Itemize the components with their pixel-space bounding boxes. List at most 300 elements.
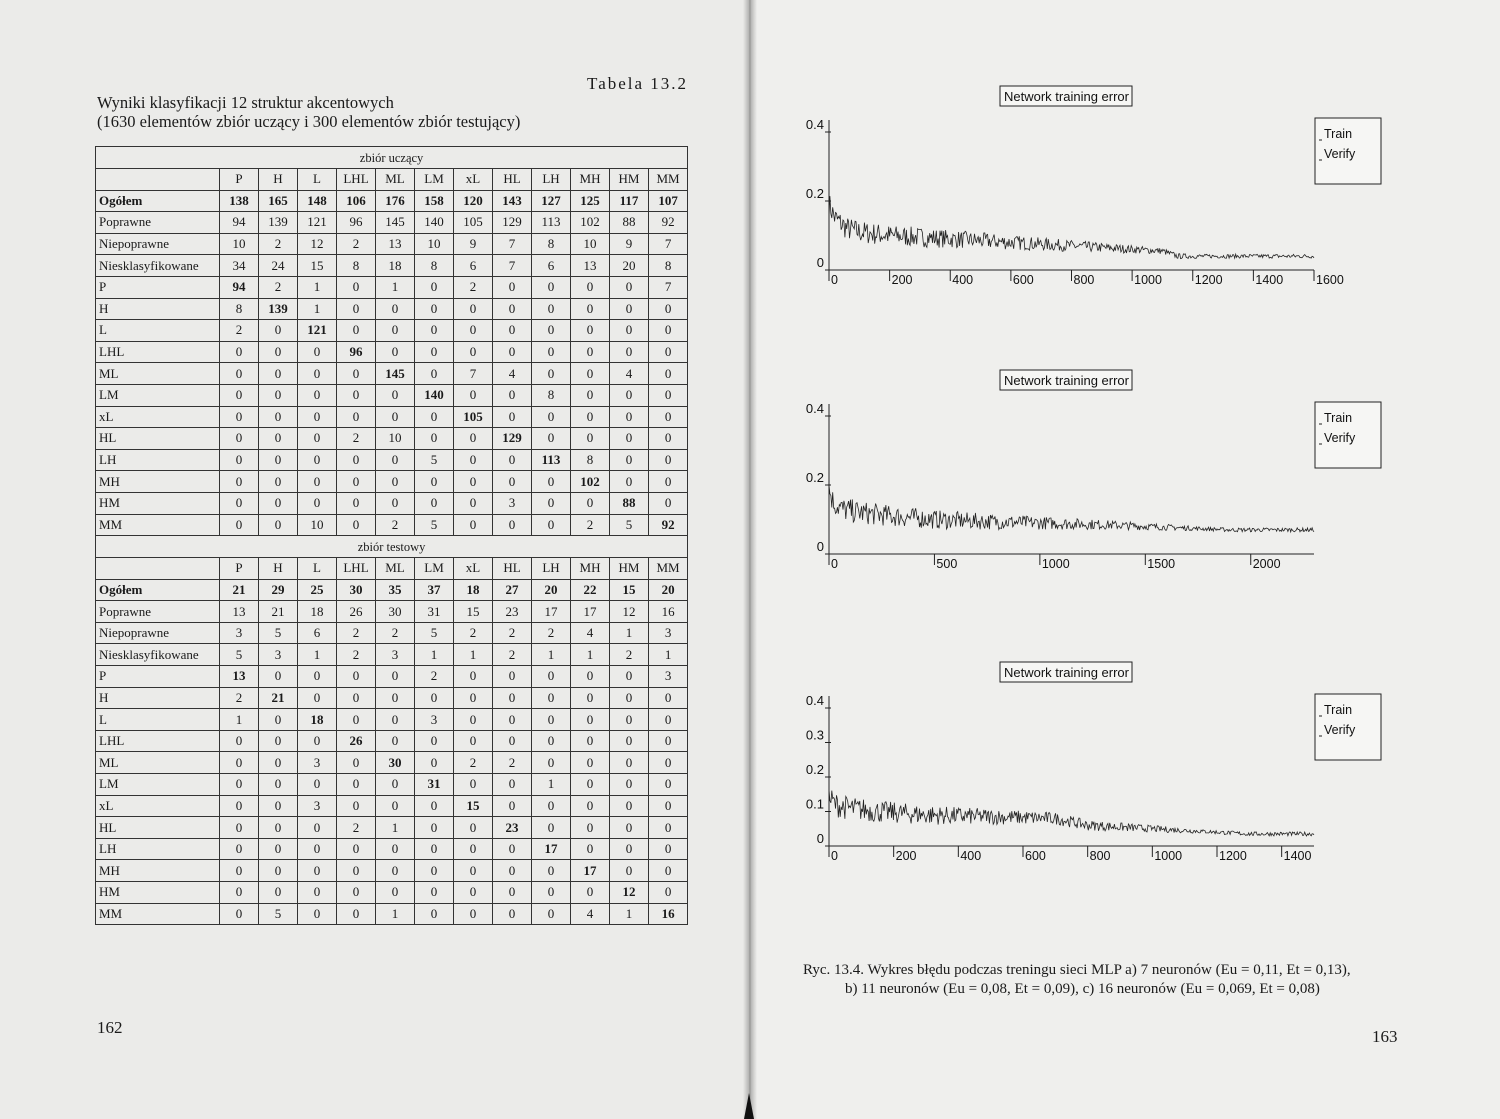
x-tick-label: 2000 [1252, 557, 1281, 571]
table-row [96, 666, 688, 688]
table-cell: 7 [649, 233, 688, 255]
table-cell: 0 [532, 709, 571, 731]
table-cell: 0 [376, 298, 415, 320]
table-cell: 0 [298, 471, 337, 493]
table-cell: 0 [337, 860, 376, 882]
row-label: MM [96, 903, 220, 925]
row-label: LHL [96, 730, 220, 752]
x-tick-label: 1400 [1283, 849, 1312, 863]
table-cell: 0 [454, 514, 493, 536]
table-cell: 0 [337, 882, 376, 904]
table-cell: 10 [298, 514, 337, 536]
table-cell: 0 [571, 320, 610, 342]
table-cell: 0 [493, 838, 532, 860]
table-cell: 2 [259, 233, 298, 255]
table-cell: 0 [415, 795, 454, 817]
table-cell: 0 [376, 882, 415, 904]
table-cell: 1 [454, 644, 493, 666]
table-cell: 0 [298, 774, 337, 796]
table-cell: 120 [454, 190, 493, 212]
table-cell: 0 [415, 298, 454, 320]
table-cell: 20 [649, 579, 688, 601]
table-row [96, 579, 688, 601]
table-row [96, 882, 688, 904]
training-error-chart-a [806, 80, 1366, 295]
table-cell: 2 [376, 622, 415, 644]
table-cell: 0 [415, 687, 454, 709]
table-cell: 13 [220, 666, 259, 688]
table-cell: 0 [415, 341, 454, 363]
table-cell: 5 [610, 514, 649, 536]
legend-entry-train: Train [1324, 703, 1353, 717]
table-cell: 17 [571, 860, 610, 882]
page-number-right: 163 [1372, 1027, 1398, 1046]
table-cell: 2 [337, 817, 376, 839]
table-cell: 21 [259, 601, 298, 623]
table-cell: 21 [259, 687, 298, 709]
table-cell: 0 [259, 449, 298, 471]
table-cell: 0 [610, 320, 649, 342]
table-cell: 0 [649, 882, 688, 904]
header-empty-cell [96, 558, 220, 580]
table-cell: 0 [571, 428, 610, 450]
table-cell: 0 [649, 384, 688, 406]
column-header: ML [376, 169, 415, 191]
x-tick-label: 1200 [1194, 273, 1223, 287]
table-cell: 129 [493, 428, 532, 450]
table-cell: 0 [454, 709, 493, 731]
table-cell: 8 [571, 449, 610, 471]
x-tick-label: 0 [831, 557, 838, 571]
table-cell: 1 [571, 644, 610, 666]
x-tick-label: 1500 [1147, 557, 1176, 571]
table-cell: 0 [220, 860, 259, 882]
table-cell: 0 [571, 276, 610, 298]
table-cell: 127 [532, 190, 571, 212]
table-cell: 0 [532, 817, 571, 839]
table-row [96, 320, 688, 342]
table-cell: 31 [415, 601, 454, 623]
table-cell: 0 [532, 341, 571, 363]
table-cell: 0 [610, 838, 649, 860]
table-cell: 0 [220, 492, 259, 514]
table-row [96, 428, 688, 450]
table-cell: 0 [220, 838, 259, 860]
table-cell: 5 [415, 449, 454, 471]
row-label: xL [96, 795, 220, 817]
table-cell: 107 [649, 190, 688, 212]
table-cell: 0 [298, 363, 337, 385]
table-cell: 2 [337, 233, 376, 255]
table-cell: 145 [376, 363, 415, 385]
row-label: HL [96, 817, 220, 839]
column-header: HL [493, 558, 532, 580]
table-cell: 0 [571, 709, 610, 731]
table-cell: 117 [610, 190, 649, 212]
table-cell: 0 [220, 795, 259, 817]
table-cell: 0 [376, 687, 415, 709]
row-label: LHL [96, 341, 220, 363]
table-cell: 2 [610, 644, 649, 666]
table-cell: 2 [220, 320, 259, 342]
table-cell: 0 [610, 774, 649, 796]
table-cell: 0 [415, 838, 454, 860]
row-label: H [96, 687, 220, 709]
legend-entry-verify: Verify [1324, 723, 1356, 737]
column-header: xL [454, 169, 493, 191]
chart-legend [1315, 118, 1381, 184]
table-cell: 9 [454, 233, 493, 255]
table-cell: 0 [220, 363, 259, 385]
table-cell: 0 [571, 730, 610, 752]
table-cell: 0 [220, 730, 259, 752]
table-cell: 0 [493, 709, 532, 731]
table-cell: 0 [259, 795, 298, 817]
row-label: L [96, 709, 220, 731]
table-cell: 0 [610, 276, 649, 298]
table-cell: 6 [532, 255, 571, 277]
y-tick-label: 0 [816, 255, 824, 270]
table-cell: 158 [415, 190, 454, 212]
table-cell: 102 [571, 471, 610, 493]
table-cell: 0 [493, 341, 532, 363]
table-cell: 18 [454, 579, 493, 601]
table-cell: 12 [610, 601, 649, 623]
row-label: Ogółem [96, 579, 220, 601]
table-cell: 0 [532, 903, 571, 925]
table-cell: 34 [220, 255, 259, 277]
table-row [96, 838, 688, 860]
figure-caption-line-1: Ryc. 13.4. Wykres błędu podczas treningu sieci MLP a) 7 neuronów (Eu = 0,11, Et = 0,13), [803, 962, 1351, 978]
x-tick-label: 1000 [1041, 557, 1070, 571]
table-cell: 2 [376, 514, 415, 536]
table-cell: 0 [337, 666, 376, 688]
table-cell: 0 [337, 320, 376, 342]
table-cell: 30 [376, 601, 415, 623]
x-tick-label: 800 [1089, 849, 1111, 863]
row-label: Poprawne [96, 601, 220, 623]
table-cell: 37 [415, 579, 454, 601]
table-cell: 0 [610, 298, 649, 320]
table-row [96, 384, 688, 406]
table-cell: 113 [532, 449, 571, 471]
table-cell: 5 [259, 903, 298, 925]
table-cell: 0 [415, 752, 454, 774]
x-tick-label: 1200 [1219, 849, 1247, 863]
table-cell: 96 [337, 212, 376, 234]
chart-title-box [1000, 370, 1132, 390]
table-row [96, 341, 688, 363]
row-label: ML [96, 363, 220, 385]
column-header: LM [415, 169, 454, 191]
table-cell: 0 [259, 730, 298, 752]
table-cell: 0 [571, 795, 610, 817]
table-cell: 0 [415, 730, 454, 752]
legend-entry-verify: Verify [1324, 147, 1356, 161]
table-cell: 0 [454, 730, 493, 752]
table-cell: 0 [532, 363, 571, 385]
table-cell: 0 [454, 903, 493, 925]
table-cell: 0 [571, 363, 610, 385]
table-cell: 0 [376, 492, 415, 514]
column-header: LM [415, 558, 454, 580]
column-header: xL [454, 558, 493, 580]
table-cell: 0 [454, 449, 493, 471]
column-header: HM [610, 558, 649, 580]
table-cell: 0 [298, 492, 337, 514]
table-row [96, 449, 688, 471]
table-cell: 0 [259, 774, 298, 796]
table-cell: 1 [376, 276, 415, 298]
table-cell: 0 [493, 860, 532, 882]
table-cell: 5 [415, 622, 454, 644]
row-label: Niesklasyfikowane [96, 644, 220, 666]
table-row [96, 212, 688, 234]
table-cell: 1 [298, 276, 337, 298]
table-cell: 20 [532, 579, 571, 601]
table-cell: 1 [298, 644, 337, 666]
table-cell: 8 [532, 384, 571, 406]
table-cell: 0 [649, 774, 688, 796]
row-label: P [96, 276, 220, 298]
table-cell: 0 [220, 471, 259, 493]
series-line-train [829, 196, 1314, 259]
table-cell: 139 [259, 212, 298, 234]
table-row [96, 255, 688, 277]
table-cell: 0 [337, 384, 376, 406]
table-cell: 0 [649, 298, 688, 320]
table-cell: 9 [610, 233, 649, 255]
table-cell: 0 [376, 320, 415, 342]
table-cell: 12 [298, 233, 337, 255]
table-cell: 0 [259, 882, 298, 904]
table-cell: 0 [220, 514, 259, 536]
table-cell: 0 [610, 428, 649, 450]
table-cell: 5 [220, 644, 259, 666]
table-cell: 0 [376, 730, 415, 752]
table-cell: 0 [337, 363, 376, 385]
table-row [96, 622, 688, 644]
chart-legend [1315, 402, 1381, 468]
page-number-left: 162 [97, 1018, 123, 1037]
table-cell: 0 [610, 795, 649, 817]
table-cell: 8 [337, 255, 376, 277]
table-cell: 2 [493, 644, 532, 666]
table-cell: 0 [571, 882, 610, 904]
table-cell: 0 [259, 320, 298, 342]
legend-entry-train: Train [1324, 411, 1353, 425]
table-cell: 0 [337, 903, 376, 925]
table-cell: 1 [610, 903, 649, 925]
table-caption [97, 93, 520, 131]
y-tick-label: 0.2 [805, 470, 824, 485]
row-label: LH [96, 838, 220, 860]
table-cell: 1 [532, 774, 571, 796]
table-cell: 0 [337, 687, 376, 709]
table-cell: 21 [220, 579, 259, 601]
table-cell: 30 [337, 579, 376, 601]
table-row [96, 190, 688, 212]
table-cell: 3 [415, 709, 454, 731]
table-cell: 0 [532, 298, 571, 320]
training-error-chart-c-svg [806, 656, 1366, 871]
table-caption-line-2: (1630 elementów zbiór uczący i 300 elementów zbiór testujący) [97, 112, 521, 131]
column-header: P [220, 169, 259, 191]
table-cell: 129 [493, 212, 532, 234]
row-label: Niepoprawne [96, 233, 220, 255]
table-cell: 0 [337, 492, 376, 514]
y-tick-label: 0.4 [805, 693, 824, 708]
table-cell: 0 [376, 341, 415, 363]
table-cell: 30 [376, 752, 415, 774]
table-cell: 0 [415, 903, 454, 925]
table-cell: 8 [649, 255, 688, 277]
figure-caption [803, 961, 1403, 999]
table-cell: 0 [220, 449, 259, 471]
section-title: zbiór uczący [96, 147, 688, 169]
column-header: P [220, 558, 259, 580]
table-cell: 13 [220, 601, 259, 623]
table-cell: 140 [415, 384, 454, 406]
training-error-chart-b-svg [806, 364, 1366, 579]
table-cell: 0 [259, 838, 298, 860]
table-cell: 0 [415, 882, 454, 904]
table-cell: 0 [493, 666, 532, 688]
table-cell: 0 [259, 471, 298, 493]
table-cell: 0 [610, 817, 649, 839]
table-cell: 0 [649, 406, 688, 428]
row-label: P [96, 666, 220, 688]
table-cell: 2 [532, 622, 571, 644]
table-cell: 0 [610, 709, 649, 731]
table-cell: 0 [532, 795, 571, 817]
chart-title: Network training error [1004, 373, 1129, 388]
x-tick-label: 1400 [1255, 273, 1284, 287]
section-title: zbiór testowy [96, 536, 688, 558]
table-cell: 0 [649, 428, 688, 450]
table-cell: 148 [298, 190, 337, 212]
table-cell: 0 [376, 406, 415, 428]
table-cell: 121 [298, 320, 337, 342]
table-cell: 0 [610, 752, 649, 774]
classification-table [95, 146, 688, 925]
table-cell: 0 [649, 320, 688, 342]
chart-title: Network training error [1004, 89, 1129, 104]
table-cell: 0 [532, 687, 571, 709]
table-cell: 23 [493, 601, 532, 623]
table-cell: 2 [493, 752, 532, 774]
table-row [96, 709, 688, 731]
table-cell: 0 [571, 298, 610, 320]
table-cell: 0 [571, 384, 610, 406]
table-cell: 17 [532, 838, 571, 860]
book-gutter [743, 0, 757, 1119]
table-cell: 0 [259, 514, 298, 536]
table-cell: 0 [220, 817, 259, 839]
table-cell: 2 [337, 428, 376, 450]
table-cell: 0 [376, 666, 415, 688]
table-row [96, 752, 688, 774]
table-cell: 0 [415, 276, 454, 298]
table-cell: 0 [454, 882, 493, 904]
x-tick-label: 400 [960, 849, 982, 863]
table-caption-line-1: Wyniki klasyfikacji 12 struktur akcentowych [97, 93, 394, 112]
table-cell: 15 [610, 579, 649, 601]
table-cell: 92 [649, 514, 688, 536]
table-row [96, 233, 688, 255]
table-cell: 10 [415, 233, 454, 255]
table-cell: 0 [298, 838, 337, 860]
table-cell: 0 [415, 471, 454, 493]
table-cell: 1 [298, 298, 337, 320]
table-cell: 6 [454, 255, 493, 277]
column-header: LH [532, 558, 571, 580]
x-tick-label: 1000 [1154, 849, 1183, 863]
table-row [96, 860, 688, 882]
table-cell: 35 [376, 579, 415, 601]
table-cell: 0 [415, 363, 454, 385]
table-cell: 0 [220, 406, 259, 428]
table-cell: 0 [259, 406, 298, 428]
table-cell: 16 [649, 903, 688, 925]
table-cell: 0 [493, 276, 532, 298]
table-cell: 0 [571, 838, 610, 860]
row-label: L [96, 320, 220, 342]
table-cell: 105 [454, 212, 493, 234]
x-tick-label: 0 [831, 849, 838, 863]
table-cell: 0 [610, 449, 649, 471]
table-cell: 0 [454, 492, 493, 514]
table-cell: 3 [493, 492, 532, 514]
table-cell: 0 [376, 449, 415, 471]
table-cell: 0 [220, 384, 259, 406]
row-label: HM [96, 492, 220, 514]
training-error-chart-c [806, 656, 1366, 871]
column-header: MM [649, 558, 688, 580]
table-cell: 0 [259, 341, 298, 363]
table-cell: 0 [649, 471, 688, 493]
header-empty-cell [96, 169, 220, 191]
table-cell: 0 [415, 492, 454, 514]
table-cell: 1 [649, 644, 688, 666]
table-cell: 0 [571, 774, 610, 796]
table-cell: 1 [220, 709, 259, 731]
row-label: Niesklasyfikowane [96, 255, 220, 277]
y-tick-label: 0 [816, 539, 824, 554]
table-cell: 23 [493, 817, 532, 839]
table-cell: 2 [220, 687, 259, 709]
column-header: MH [571, 558, 610, 580]
table-cell: 105 [454, 406, 493, 428]
column-header: HM [610, 169, 649, 191]
table-cell: 0 [259, 492, 298, 514]
table-cell: 0 [415, 817, 454, 839]
table-cell: 0 [532, 882, 571, 904]
table-cell: 0 [376, 709, 415, 731]
table-cell: 7 [649, 276, 688, 298]
table-cell: 0 [376, 774, 415, 796]
table-row [96, 730, 688, 752]
table-cell: 0 [298, 449, 337, 471]
table-cell: 7 [493, 233, 532, 255]
row-label: H [96, 298, 220, 320]
table-cell: 0 [454, 298, 493, 320]
row-label: LM [96, 774, 220, 796]
table-cell: 0 [610, 666, 649, 688]
table-cell: 0 [493, 795, 532, 817]
x-tick-label: 400 [952, 273, 974, 287]
table-cell: 0 [610, 341, 649, 363]
